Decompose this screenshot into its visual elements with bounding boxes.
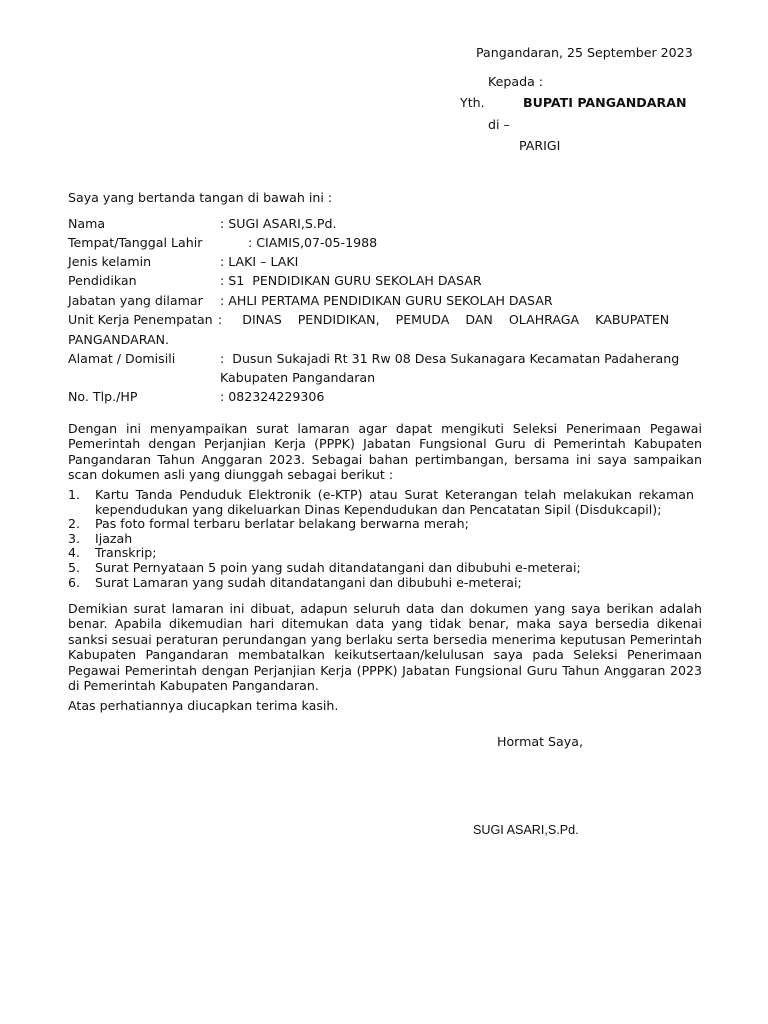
recipient-name: BUPATI PANGANDARAN — [523, 95, 687, 110]
identity-row-ttl — [68, 233, 702, 252]
place-date: Pangandaran, 25 September 2023 — [476, 45, 693, 60]
identity-label: Pendidikan — [68, 273, 137, 288]
identity-value: : LAKI – LAKI — [220, 254, 299, 269]
list-item-number: 4. — [68, 545, 81, 561]
identity-label: Alamat / Domisili — [68, 351, 176, 366]
identity-label: Jabatan yang dilamar — [68, 293, 203, 308]
identity-value: : AHLI PERTAMA PENDIDIKAN GURU SEKOLAH DASAR — [220, 293, 553, 308]
signature-name: SUGI ASARI,S.Pd. — [473, 823, 579, 837]
list-item-text: Surat Pernyataan 5 poin yang sudah ditandatangani dan dibubuhi e-meterai; — [95, 559, 581, 575]
identity-row-nama — [68, 214, 702, 233]
intro-text: Saya yang bertanda tangan di bawah ini : — [68, 190, 333, 205]
list-item-text: Transkrip; — [95, 545, 157, 561]
identity-row-pendidikan — [68, 271, 702, 290]
list-item-text: Pas foto formal terbaru berlatar belakang berwarna merah; — [95, 516, 469, 532]
list-item — [68, 576, 694, 591]
identity-label: Tempat/Tanggal Lahir — [68, 235, 203, 250]
list-item — [68, 532, 694, 547]
list-item-text: Ijazah — [95, 530, 133, 546]
identity-row-jabatan — [68, 291, 702, 310]
identity-row-unit-kerja — [68, 310, 702, 329]
yth-label: Yth. — [460, 95, 485, 110]
identity-alamat-continuation: Kabupaten Pangandaran — [220, 370, 376, 385]
list-item — [68, 488, 694, 517]
identity-unit-continuation: PANGANDARAN. — [68, 332, 169, 347]
list-item-number: 3. — [68, 530, 81, 546]
di-label: di – — [488, 117, 510, 132]
list-item — [68, 561, 694, 576]
identity-value: : SUGI ASARI,S.Pd. — [220, 216, 337, 231]
document-list — [68, 488, 694, 590]
identity-value: : CIAMIS,07-05-1988 — [248, 235, 378, 250]
list-item-number: 6. — [68, 574, 81, 590]
identity-row-alamat — [68, 349, 702, 368]
signature-regards: Hormat Saya, — [497, 734, 583, 749]
list-item-text: Surat Lamaran yang sudah ditandatangani dan dibubuhi e-meterai; — [95, 574, 522, 590]
identity-row-telp — [68, 387, 702, 406]
identity-value: : 082324229306 — [220, 389, 325, 404]
list-item — [68, 517, 694, 532]
identity-value: : S1 PENDIDIKAN GURU SEKOLAH DASAR — [220, 273, 482, 288]
closing-text: Atas perhatiannya diucapkan terima kasih. — [68, 698, 339, 713]
kepada-label: Kepada : — [488, 74, 544, 89]
list-item-number: 1. — [68, 487, 81, 502]
identity-label: No. Tlp./HP — [68, 389, 138, 404]
identity-row-jenis-kelamin — [68, 252, 702, 271]
list-item-text: Kartu Tanda Penduduk Elektronik (e-KTP) atau Surat Keterangan telah melakukan rekaman kependudukan yang dikeluarkan Dinas Kependudukan dan Pencatatan Sipil (Disdukcapil); — [95, 487, 694, 517]
identity-label: Unit Kerja Penempatan — [68, 312, 213, 327]
identity-label: Jenis kelamin — [68, 254, 152, 269]
body-paragraph-1: Dengan ini menyampaikan surat lamaran agar dapat mengikuti Seleksi Penerimaan Pegawai Pemerintah dengan Perjanjian Kerja (PPPK) Jabatan Fungsional Guru di Pemerintah Kabupaten Pangandaran Tahun Anggaran 2023. Sebagai bahan pertimbangan, bersama ini saya sampaikan scan dokumen asli yang diunggah sebagai berikut : — [68, 421, 702, 483]
body-paragraph-2: Demikian surat lamaran ini dibuat, adapun seluruh data dan dokumen yang saya berikan adalah benar. Apabila dikemudian hari ditemukan data yang tidak benar, maka saya bersedia dikenai sanksi sesuai peraturan perundangan yang berlaku serta bersedia menerima keputusan Pemerintah Kabupaten Pangandaran membatalkan keikutsertaan/kelulusan saya pada Seleksi Penerimaan Pegawai Pemerintah dengan Perjanjian Kerja (PPPK) Jabatan Fungsional Guru Tahun Anggaran 2023 di Pemerintah Kabupaten Pangandaran. — [68, 601, 702, 694]
recipient-city: PARIGI — [519, 138, 561, 153]
list-item-number: 2. — [68, 516, 81, 532]
identity-label: Nama — [68, 216, 106, 231]
identity-value: : Dusun Sukajadi Rt 31 Rw 08 Desa Sukanagara Kecamatan Padaherang — [220, 351, 680, 366]
identity-value: : DINAS PENDIDIKAN, PEMUDA DAN OLAHRAGA KABUPATEN — [218, 312, 670, 327]
list-item — [68, 546, 694, 561]
list-item-number: 5. — [68, 559, 81, 575]
